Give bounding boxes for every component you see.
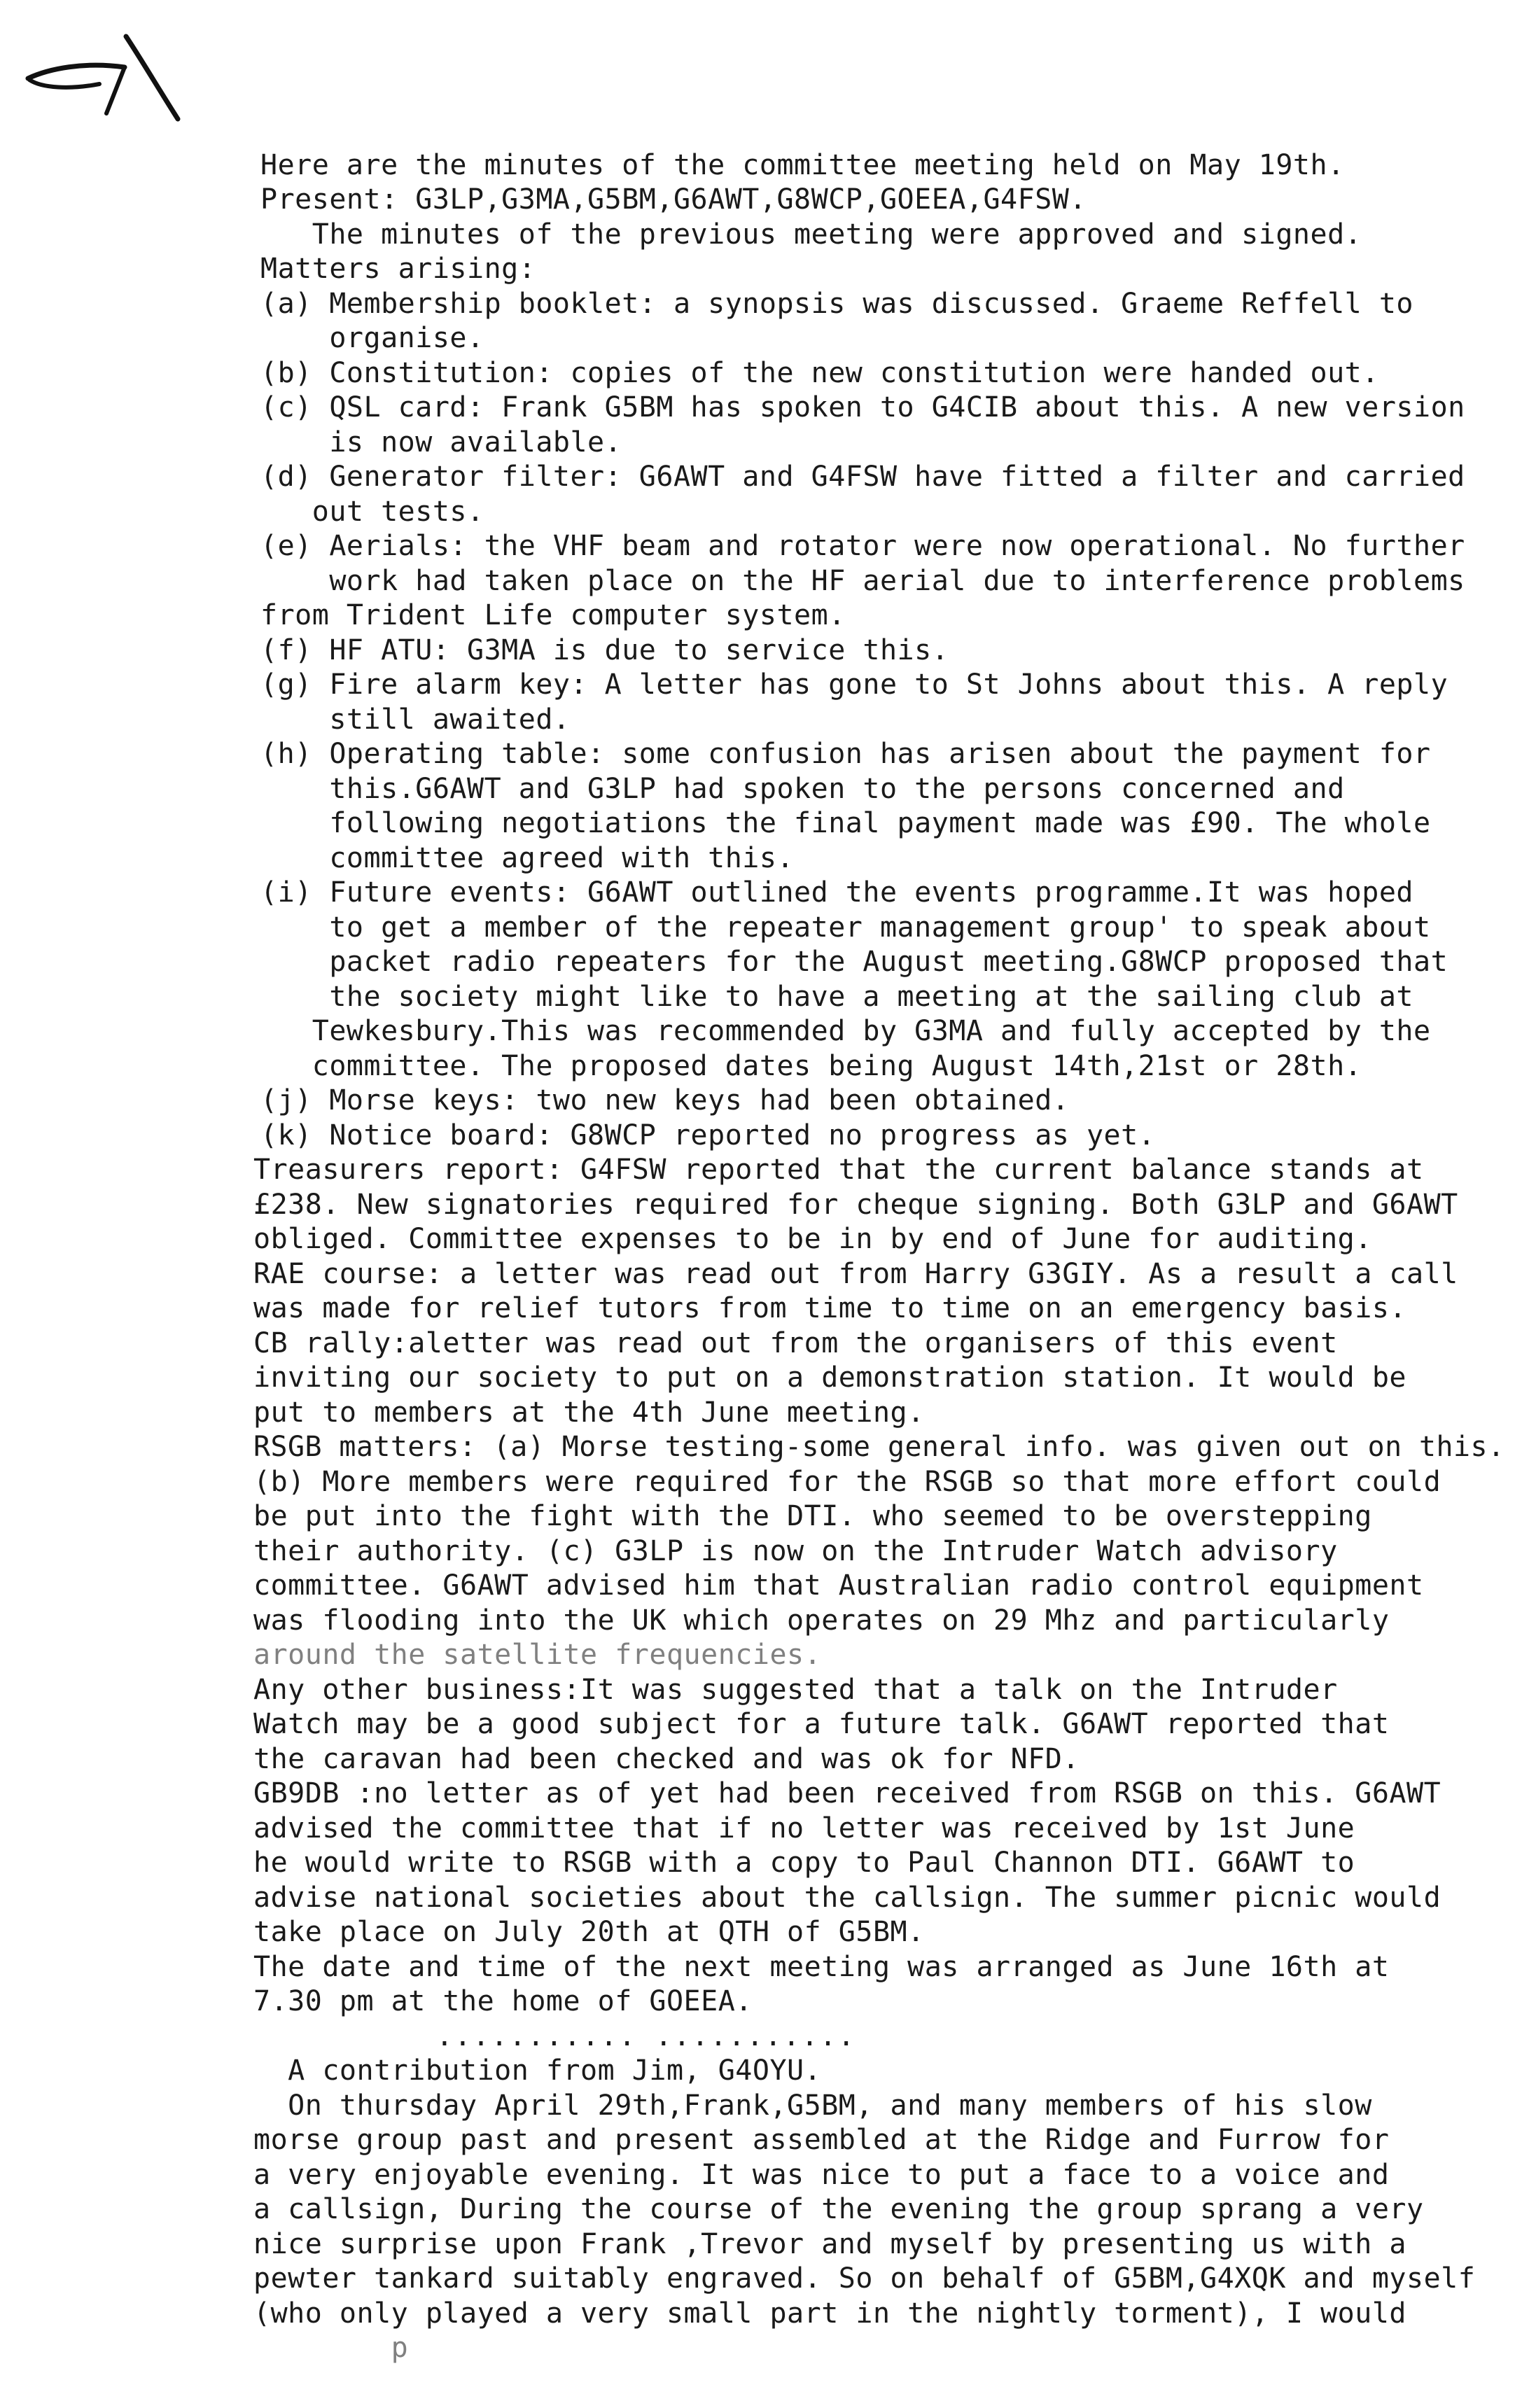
text-line: The minutes of the previous meeting were approved and signed. bbox=[260, 218, 1362, 251]
text-line: (b) Constitution: copies of the new constitution were handed out. bbox=[260, 357, 1379, 389]
text-line: Tewkesbury.This was recommended by G3MA and fully accepted by the bbox=[260, 1015, 1431, 1047]
text-line-faded: around the satellite frequencies. bbox=[253, 1639, 822, 1671]
text-line: (d) Generator filter: G6AWT and G4FSW have fitted a filter and carried bbox=[260, 461, 1465, 493]
text-line: still awaited. bbox=[260, 704, 571, 736]
text-line: (h) Operating table: some confusion has arisen about the payment for bbox=[260, 738, 1431, 770]
text-line: nice surprise upon Frank ,Trevor and myself by presenting us with a bbox=[253, 2228, 1406, 2260]
text-line: the society might like to have a meeting at the sailing club at bbox=[260, 981, 1413, 1013]
text-line: Watch may be a good subject for a future talk. G6AWT reported that bbox=[253, 1708, 1390, 1740]
text-line: organise. bbox=[260, 322, 484, 354]
handwritten-mark bbox=[21, 21, 182, 126]
text-line: put to members at the 4th June meeting. bbox=[253, 1396, 925, 1429]
text-line: to get a member of the repeater management group' to speak about bbox=[260, 911, 1431, 944]
text-line: GB9DB :no letter as of yet had been received from RSGB on this. G6AWT bbox=[253, 1777, 1441, 1809]
text-line: was made for relief tutors from time to time on an emergency basis. bbox=[253, 1292, 1406, 1324]
text-line: (j) Morse keys: two new keys had been obtained. bbox=[260, 1084, 1070, 1116]
text-line: (b) More members were required for the RSGB so that more effort could bbox=[253, 1466, 1441, 1498]
text-line: out tests. bbox=[260, 496, 484, 528]
text-line: work had taken place on the HF aerial due to interference problems bbox=[260, 565, 1465, 597]
text-line: following negotiations the final payment made was £90. The whole bbox=[260, 807, 1431, 839]
text-line: packet radio repeaters for the August meeting.G8WCP proposed that bbox=[260, 946, 1448, 978]
text-line: take place on July 20th at QTH of G5BM. bbox=[253, 1916, 925, 1948]
text-line: this.G6AWT and G3LP had spoken to the persons concerned and bbox=[260, 773, 1345, 805]
text-line: RSGB matters: (a) Morse testing-some general info. was given out on this. bbox=[253, 1431, 1505, 1463]
text-line: (i) Future events: G6AWT outlined the events programme.It was hoped bbox=[260, 876, 1413, 909]
text-line: pewter tankard suitably engraved. So on behalf of G5BM,G4XQK and myself bbox=[253, 2262, 1476, 2295]
text-line: is now available. bbox=[260, 426, 622, 458]
text-line: their authority. (c) G3LP is now on the Intruder Watch advisory bbox=[253, 1535, 1338, 1567]
text-line: (f) HF ATU: G3MA is due to service this. bbox=[260, 634, 949, 666]
text-line: inviting our society to put on a demonstration station. It would be bbox=[253, 1362, 1406, 1394]
text-line: Present: G3LP,G3MA,G5BM,G6AWT,G8WCP,GOEEA,G4FSW. bbox=[260, 183, 1087, 216]
text-line: £238. New signatories required for cheque signing. Both G3LP and G6AWT bbox=[253, 1189, 1458, 1221]
section-separator: ........... ........... bbox=[253, 2020, 856, 2052]
text-line: a callsign, During the course of the evening the group sprang a very bbox=[253, 2193, 1424, 2225]
text-line: advise national societies about the callsign. The summer picnic would bbox=[253, 1882, 1441, 1914]
text-line: Here are the minutes of the committee meeting held on May 19th. bbox=[260, 149, 1345, 181]
text-line: 7.30 pm at the home of GOEEA. bbox=[253, 1985, 753, 2017]
text-line: committee agreed with this. bbox=[260, 842, 795, 874]
text-line: morse group past and present assembled at the Ridge and Furrow for bbox=[253, 2124, 1390, 2156]
text-line: (e) Aerials: the VHF beam and rotator were now operational. No further bbox=[260, 530, 1465, 562]
text-line: (a) Membership booklet: a synopsis was discussed. Graeme Reffell to bbox=[260, 288, 1413, 320]
text-line: (c) QSL card: Frank G5BM has spoken to G4CIB about this. A new version bbox=[260, 391, 1465, 424]
text-line: CB rally:aletter was read out from the organisers of this event bbox=[253, 1327, 1338, 1359]
text-line: (who only played a very small part in the nightly torment), I would bbox=[253, 2297, 1406, 2330]
text-line: be put into the fight with the DTI. who seemed to be overstepping bbox=[253, 1500, 1372, 1532]
text-line: Treasurers report: G4FSW reported that the current balance stands at bbox=[253, 1154, 1424, 1186]
text-line: A contribution from Jim, G4OYU. bbox=[253, 2054, 822, 2087]
text-line: the caravan had been checked and was ok for NFD. bbox=[253, 1743, 1080, 1775]
text-line: Matters arising: bbox=[260, 253, 536, 285]
text-line: from Trident Life computer system. bbox=[260, 599, 846, 631]
text-line: The date and time of the next meeting was arranged as June 16th at bbox=[253, 1951, 1390, 1983]
text-line: (k) Notice board: G8WCP reported no progress as yet. bbox=[260, 1119, 1156, 1152]
text-line-faded: p bbox=[253, 2332, 409, 2364]
text-line: a very enjoyable evening. It was nice to put a face to a voice and bbox=[253, 2159, 1390, 2191]
text-line: Any other business:It was suggested that a talk on the Intruder bbox=[253, 1674, 1338, 1706]
text-line: committee. The proposed dates being August 14th,21st or 28th. bbox=[260, 1050, 1362, 1082]
text-line: committee. G6AWT advised him that Australian radio control equipment bbox=[253, 1569, 1424, 1602]
text-line: obliged. Committee expenses to be in by end of June for auditing. bbox=[253, 1223, 1372, 1255]
text-line: was flooding into the UK which operates on 29 Mhz and particularly bbox=[253, 1604, 1390, 1637]
text-line: (g) Fire alarm key: A letter has gone to St Johns about this. A reply bbox=[260, 668, 1448, 701]
text-line: advised the committee that if no letter was received by 1st June bbox=[253, 1812, 1355, 1844]
text-line: On thursday April 29th,Frank,G5BM, and many members of his slow bbox=[253, 2090, 1372, 2122]
text-line: he would write to RSGB with a copy to Paul Channon DTI. G6AWT to bbox=[253, 1847, 1355, 1879]
text-line: RAE course: a letter was read out from Harry G3GIY. As a result a call bbox=[253, 1258, 1458, 1290]
